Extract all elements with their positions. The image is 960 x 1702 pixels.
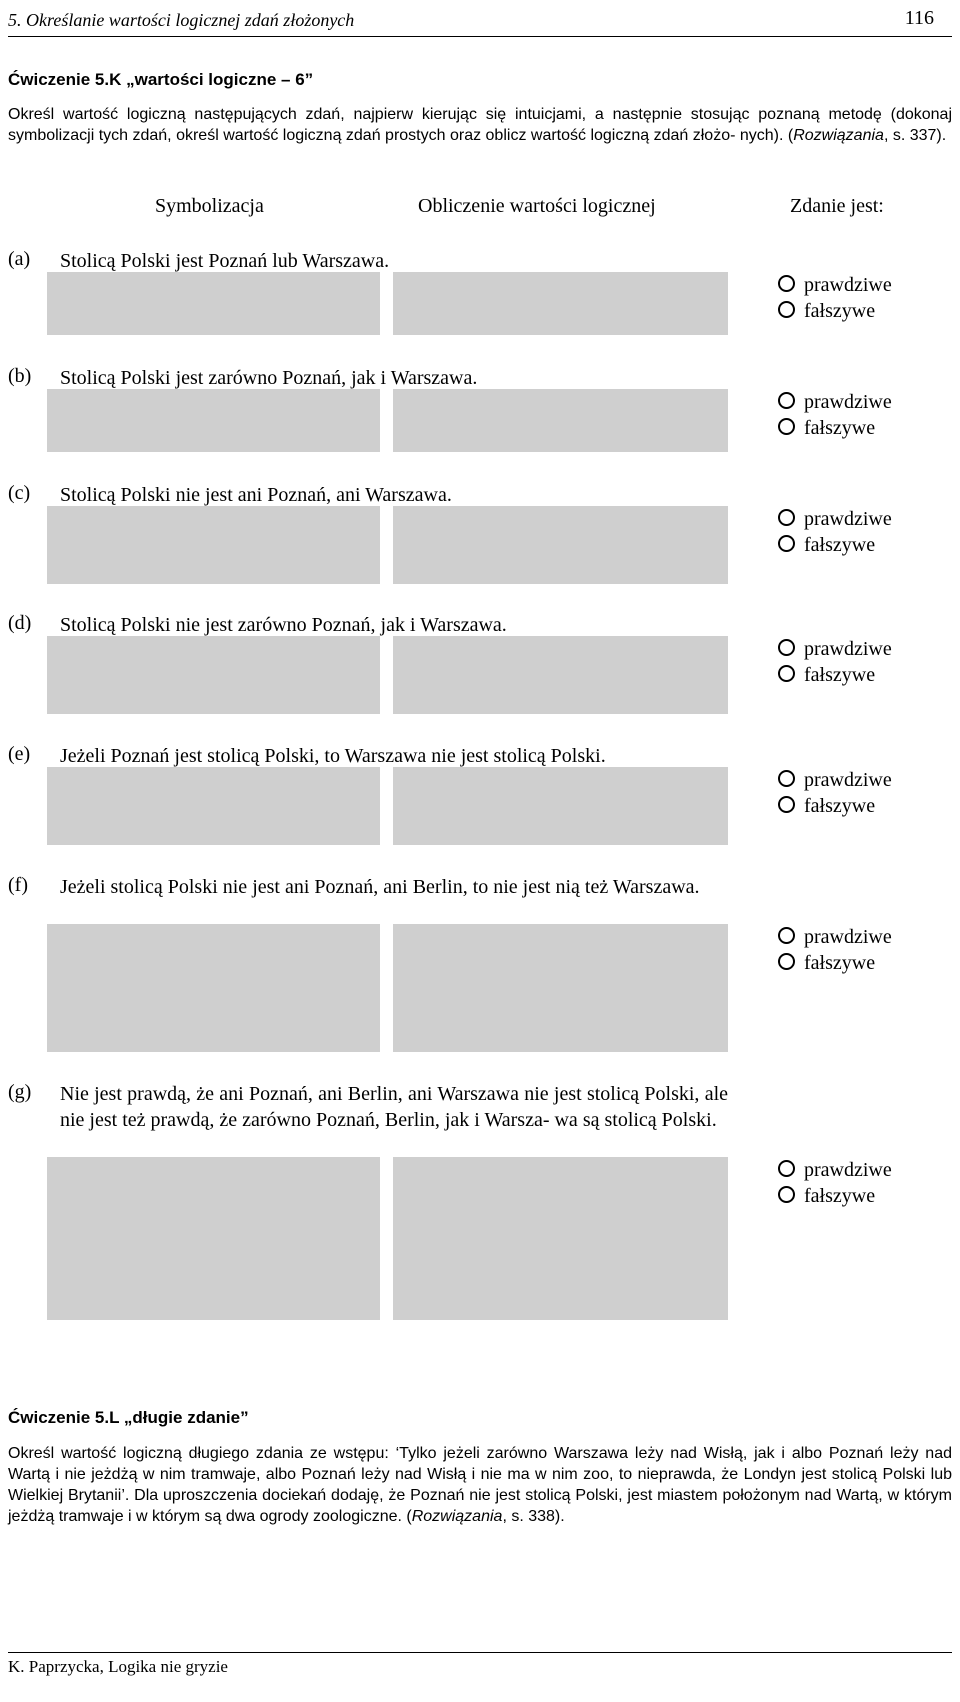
option-false[interactable]: fałszywe (778, 300, 875, 323)
option-true[interactable]: prawdziwe (778, 638, 892, 661)
option-false[interactable]: fałszywe (778, 795, 875, 818)
symbolization-field[interactable] (47, 1157, 380, 1320)
option-false[interactable]: fałszywe (778, 417, 875, 440)
computation-field[interactable] (393, 389, 728, 452)
radio-circle-icon (778, 392, 795, 409)
exercise-k-title: Ćwiczenie 5.K „wartości logiczne – 6” (8, 70, 314, 89)
item-label: (c) (8, 482, 31, 504)
option-true[interactable]: prawdziwe (778, 926, 892, 949)
option-false[interactable]: fałszywe (778, 952, 875, 975)
item-text: Jeżeli stolicą Polski nie jest ani Poznań, ani Berlin, to nie jest nią też Warszawa. (60, 876, 700, 898)
radio-circle-icon (778, 770, 795, 787)
option-true[interactable]: prawdziwe (778, 391, 892, 414)
radio-circle-icon (778, 927, 795, 944)
symbolization-field[interactable] (47, 389, 380, 452)
option-true[interactable]: prawdziwe (778, 769, 892, 792)
option-false[interactable]: fałszywe (778, 664, 875, 687)
option-true[interactable]: prawdziwe (778, 508, 892, 531)
exercise-l-text: Określ wartość logiczną długiego zdania ze wstępu: ‘Tylko jeżeli zarówno Warszawa leży nad Wisłą, jak i albo Poznań leży nad Wartą i nie jeżdżą w nim tramwaje, albo Poznań leży nad Wisłą i nie ma w nim zoo, to nieprawda, że Londyn jest stolicą Polski lub Wielkiej Brytanii’. Dla uproszczenia dociekań dodaję, że Poznań nie jest stolicą Polski, jest miastem położonym nad Wartą, w którym jeżdżą tramwaje i w którym są dwa ogrody zoologiczne. (Rozwiązania, s. 338). (8, 1445, 952, 1525)
page-header (8, 6, 952, 37)
exercise-l-title: Ćwiczenie 5.L „długie zdanie” (8, 1408, 249, 1427)
exercise-k-intro: Określ wartość logiczną następujących zdań, najpierw kierując się intuicjami, a następnie stosując poznaną metodę (dokonaj symbolizacji tych zdań, określ wartość logiczną zdań prostych oraz oblicz wartość logiczną zdań złożo- nych). (Rozwiązania, s. 337). (8, 106, 952, 144)
item-label: (f) (8, 874, 28, 896)
computation-field[interactable] (393, 767, 728, 845)
radio-circle-icon (778, 796, 795, 813)
option-false[interactable]: fałszywe (778, 1185, 875, 1208)
page-footer: K. Paprzycka, Logika nie gryzie (8, 1652, 952, 1677)
computation-field[interactable] (393, 272, 728, 335)
radio-circle-icon (778, 1160, 795, 1177)
computation-field[interactable] (393, 1157, 728, 1320)
item-label: (b) (8, 365, 32, 387)
radio-circle-icon (778, 301, 795, 318)
radio-circle-icon (778, 1186, 795, 1203)
radio-circle-icon (778, 418, 795, 435)
symbolization-field[interactable] (47, 506, 380, 584)
symbolization-field[interactable] (47, 636, 380, 714)
page-number: 116 (904, 7, 934, 29)
item-text: Stolicą Polski nie jest zarówno Poznań, jak i Warszawa. (60, 614, 507, 636)
item-text: Stolicą Polski nie jest ani Poznań, ani Warszawa. (60, 484, 452, 506)
item-text: Jeżeli Poznań jest stolicą Polski, to Warszawa nie jest stolicą Polski. (60, 745, 606, 767)
item-text: Nie jest prawdą, że ani Poznań, ani Berlin, ani Warszawa nie jest stolicą Polski, ale nie jest też prawdą, że zarówno Poznań, Berlin, jak i Warsza- wa są stolicą Polski. (60, 1083, 728, 1131)
item-text: Stolicą Polski jest Poznań lub Warszawa. (60, 250, 390, 272)
computation-field[interactable] (393, 924, 728, 1052)
column-header-computation: Obliczenie wartości logicznej (418, 195, 656, 217)
item-text: Stolicą Polski jest zarówno Poznań, jak i Warszawa. (60, 367, 478, 389)
radio-circle-icon (778, 953, 795, 970)
item-label: (a) (8, 248, 31, 270)
column-header-verdict: Zdanie jest: (790, 195, 884, 217)
symbolization-field[interactable] (47, 767, 380, 845)
column-header-symbolization: Symbolizacja (155, 195, 264, 217)
item-label: (d) (8, 612, 32, 634)
chapter-title: 5. Określanie wartości logicznej zdań złożonych (8, 10, 355, 30)
option-false[interactable]: fałszywe (778, 534, 875, 557)
option-true[interactable]: prawdziwe (778, 1159, 892, 1182)
symbolization-field[interactable] (47, 924, 380, 1052)
item-label: (g) (8, 1081, 32, 1103)
computation-field[interactable] (393, 636, 728, 714)
radio-circle-icon (778, 509, 795, 526)
item-label: (e) (8, 743, 31, 765)
radio-circle-icon (778, 639, 795, 656)
radio-circle-icon (778, 665, 795, 682)
radio-circle-icon (778, 535, 795, 552)
option-true[interactable]: prawdziwe (778, 274, 892, 297)
symbolization-field[interactable] (47, 272, 380, 335)
radio-circle-icon (778, 275, 795, 292)
computation-field[interactable] (393, 506, 728, 584)
